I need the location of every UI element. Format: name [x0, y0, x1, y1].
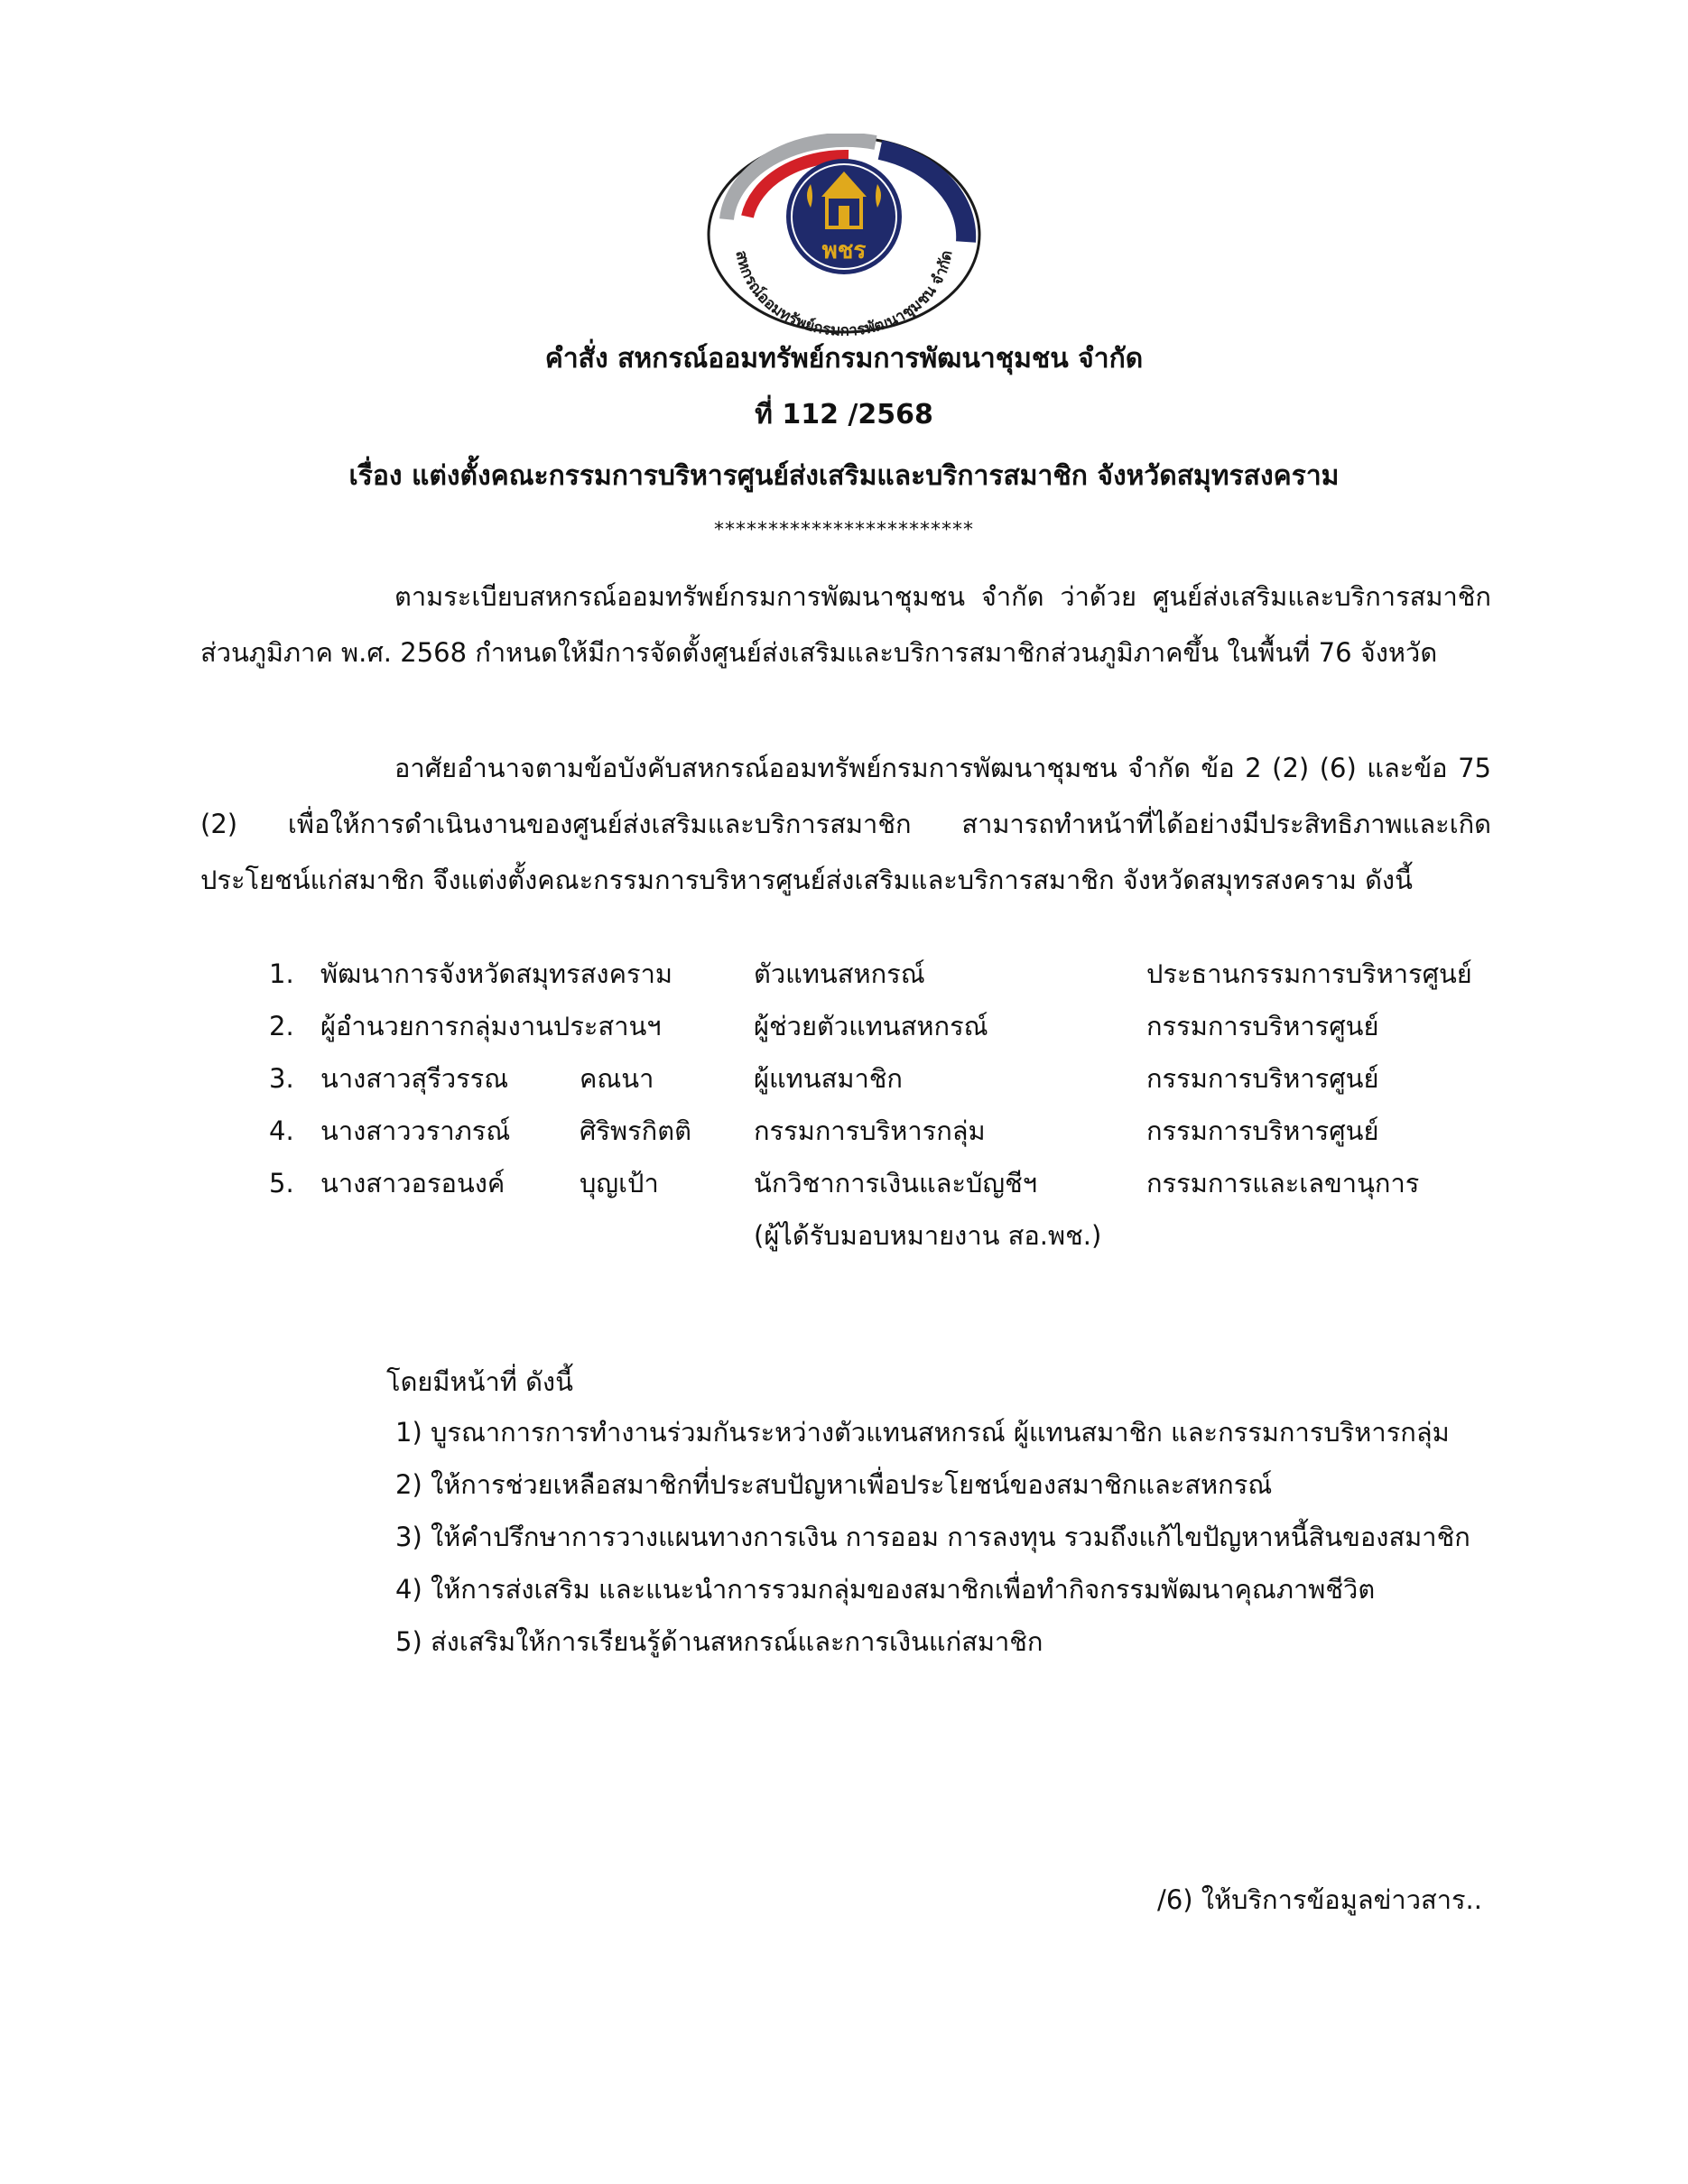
member-role: กรรมการบริหารกลุ่ม — [754, 1115, 986, 1146]
member-position: กรรมการและเลขานุการ — [1146, 1168, 1420, 1198]
order-subject: เรื่อง แต่งตั้งคณะกรรมการบริหารศูนย์ส่งเสริมและบริการสมาชิก จังหวัดสมุทรสงคราม — [348, 460, 1340, 492]
member-surname: บุญเป้า — [580, 1168, 659, 1198]
logo-mark-text: พชร — [821, 237, 867, 264]
member-role: ผู้ช่วยตัวแทนสหกรณ์ — [754, 1011, 988, 1041]
cooperative-logo — [695, 134, 993, 341]
order-number: ที่ 112 /2568 — [755, 399, 933, 430]
separator-line: ************************ — [714, 519, 974, 541]
duty-item: 1) บูรณาการการทำงานร่วมกันระหว่างตัวแทนสหกรณ์ ผู้แทนสมาชิก และกรรมการบริหารกลุ่ม — [395, 1417, 1450, 1448]
order-title: คำสั่ง สหกรณ์ออมทรัพย์กรมการพัฒนาชุมชน จำกัด — [544, 343, 1144, 375]
member-row — [0, 1157, 1688, 1209]
duty-item: 2) ให้การช่วยเหลือสมาชิกที่ประสบปัญหาเพื่อประโยชน์ของสมาชิกและสหกรณ์ — [395, 1469, 1273, 1500]
member-surname: คณนา — [580, 1063, 654, 1094]
member-position: กรรมการบริหารศูนย์ — [1146, 1063, 1379, 1094]
member-row — [0, 1105, 1688, 1157]
member-row — [0, 1000, 1688, 1052]
continuation-note: /6) ให้บริการข้อมูลข่าวสาร.. — [1157, 1884, 1482, 1915]
member-surname: ศิริพรกิตติ — [580, 1115, 691, 1146]
member-note: (ผู้ได้รับมอบหมายงาน สอ.พช.) — [754, 1220, 1102, 1251]
member-row — [0, 948, 1688, 1000]
member-number: 1. — [269, 958, 294, 989]
duties-list — [395, 1406, 1470, 1668]
member-role: ตัวแทนสหกรณ์ — [754, 958, 925, 989]
member-role: นักวิชาการเงินและบัญชีฯ — [754, 1168, 1038, 1198]
member-position: กรรมการบริหารศูนย์ — [1146, 1011, 1379, 1041]
member-list — [0, 948, 1688, 1251]
member-number: 4. — [269, 1115, 294, 1146]
member-position: กรรมการบริหารศูนย์ — [1146, 1115, 1379, 1146]
member-name: ผู้อำนวยการกลุ่มงานประสานฯ — [320, 1011, 662, 1041]
member-position: ประธานกรรมการบริหารศูนย์ — [1146, 958, 1472, 989]
paragraph-authority: อาศัยอำนาจตามข้อบังคับสหกรณ์ออมทรัพย์กรมการพัฒนาชุมชน จำกัด ข้อ 2 (2) (6) และข้อ 75 (2) เพื่อให้การดำเนินงานของศูนย์ส่งเสริมและบริการสมาชิก สามารถทำหน้าที่ได้อย่างมีประสิทธิภาพและเกิดประโยชน์แก่สมาชิก จึงแต่งตั้งคณะกรรมการบริหารศูนย์ส่งเสริมและบริการสมาชิก จังหวัดสมุทรสงคราม ดังนี้ — [200, 753, 1491, 895]
member-number: 3. — [269, 1063, 294, 1094]
paragraph-regulation: ตามระเบียบสหกรณ์ออมทรัพย์กรมการพัฒนาชุมชน จำกัด ว่าด้วย ศูนย์ส่งเสริมและบริการสมาชิกส่วนภูมิภาค พ.ศ. 2568 กำหนดให้มีการจัดตั้งศูนย์ส่งเสริมและบริการสมาชิกส่วนภูมิภาคขึ้น ในพื้นที่ 76 จังหวัด — [200, 581, 1491, 668]
member-number: 2. — [269, 1011, 294, 1041]
member-name: นางสาวอรอนงค์ — [320, 1168, 505, 1198]
duties-heading: โดยมีหน้าที่ ดังนี้ — [386, 1366, 573, 1397]
duty-item: 4) ให้การส่งเสริม และแนะนำการรวมกลุ่มของสมาชิกเพื่อทำกิจกรรมพัฒนาคุณภาพชีวิต — [395, 1574, 1376, 1605]
member-number: 5. — [269, 1168, 294, 1198]
member-row — [0, 1052, 1688, 1105]
duty-item: 5) ส่งเสริมให้การเรียนรู้ด้านสหกรณ์และการเงินแก่สมาชิก — [395, 1626, 1043, 1657]
member-name: พัฒนาการจังหวัดสมุทรสงคราม — [320, 958, 672, 989]
member-role: ผู้แทนสมาชิก — [754, 1063, 903, 1094]
member-name: นางสาววราภรณ์ — [320, 1115, 511, 1146]
logo-ring-text: สหกรณ์ออมทรัพย์กรมการพัฒนาชุมชน จำกัด — [731, 249, 957, 340]
duty-item: 3) ให้คำปรึกษาการวางแผนทางการเงิน การออม การลงทุน รวมถึงแก้ไขปัญหาหนี้สินของสมาชิก — [395, 1522, 1470, 1552]
member-name: นางสาวสุรีวรรณ — [320, 1063, 509, 1094]
